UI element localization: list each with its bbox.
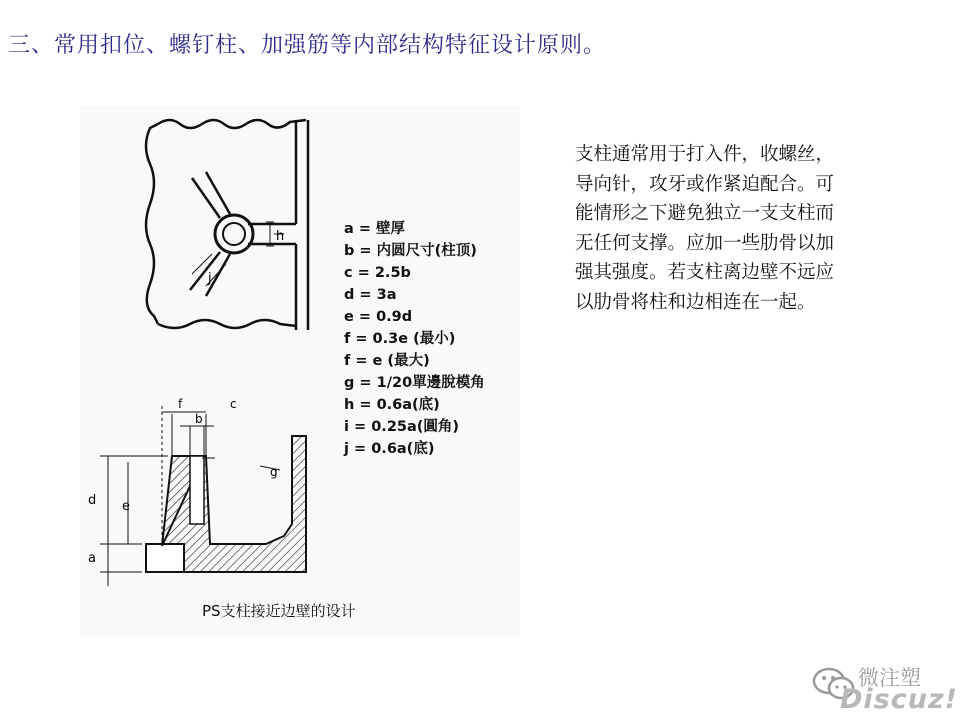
legend-item: a = 壁厚 [344, 221, 406, 237]
legend-item: j = 0.6a(底) [344, 441, 435, 457]
legend-item: e = 0.9d [344, 309, 413, 325]
description-line: 强其强度。若支柱离边壁不远应 [575, 262, 835, 283]
dim-label-e: e [122, 499, 130, 514]
description-line: 能情形之下避免独立一支支柱而 [575, 203, 835, 224]
legend-item: b = 内圆尺寸(柱顶) [344, 243, 477, 259]
description-line: 导向针，攻牙或作紧迫配合。可 [575, 173, 835, 195]
legend-item: h = 0.6a(底) [344, 397, 440, 413]
watermark-brand-cn: 微注塑 [858, 666, 921, 690]
legend-item: c = 2.5b [344, 265, 411, 281]
dim-label-g: g [270, 465, 278, 479]
dimension-legend [344, 218, 485, 460]
top-view [146, 120, 308, 330]
dim-label-c: c [230, 397, 237, 411]
dim-label-f: f [178, 397, 183, 411]
dim-label-d: d [88, 493, 97, 508]
legend-item: i = 0.25a(圓角) [344, 419, 460, 435]
description-text [575, 140, 920, 317]
description-line: 支柱通常用于打入件，收螺丝， [575, 144, 835, 165]
dim-label-j: j [208, 271, 212, 286]
dim-label-b: b [195, 412, 203, 426]
boss-design-figure [80, 106, 520, 636]
legend-item: g = 1/20單邊脫模角 [344, 375, 485, 391]
legend-item: f = e (最大) [344, 353, 430, 369]
side-view [146, 436, 306, 572]
watermark [812, 660, 958, 718]
legend-item: f = 0.3e (最小) [344, 331, 456, 347]
watermark-brand-en: Discuz! [840, 684, 958, 715]
description-line: 无任何支撑。应加一些肋骨以加 [575, 232, 835, 254]
description-line: 以肋骨将柱和边相连在一起。 [575, 291, 816, 313]
page-heading: 三、常用扣位、螺钉柱、加强筋等内部结构特征设计原则。 [8, 33, 607, 58]
legend-item: d = 3a [344, 287, 397, 303]
dim-label-h: h [276, 229, 285, 244]
figure-caption: PS支柱接近边壁的设计 [202, 602, 356, 620]
dim-label-a: a [88, 551, 96, 566]
